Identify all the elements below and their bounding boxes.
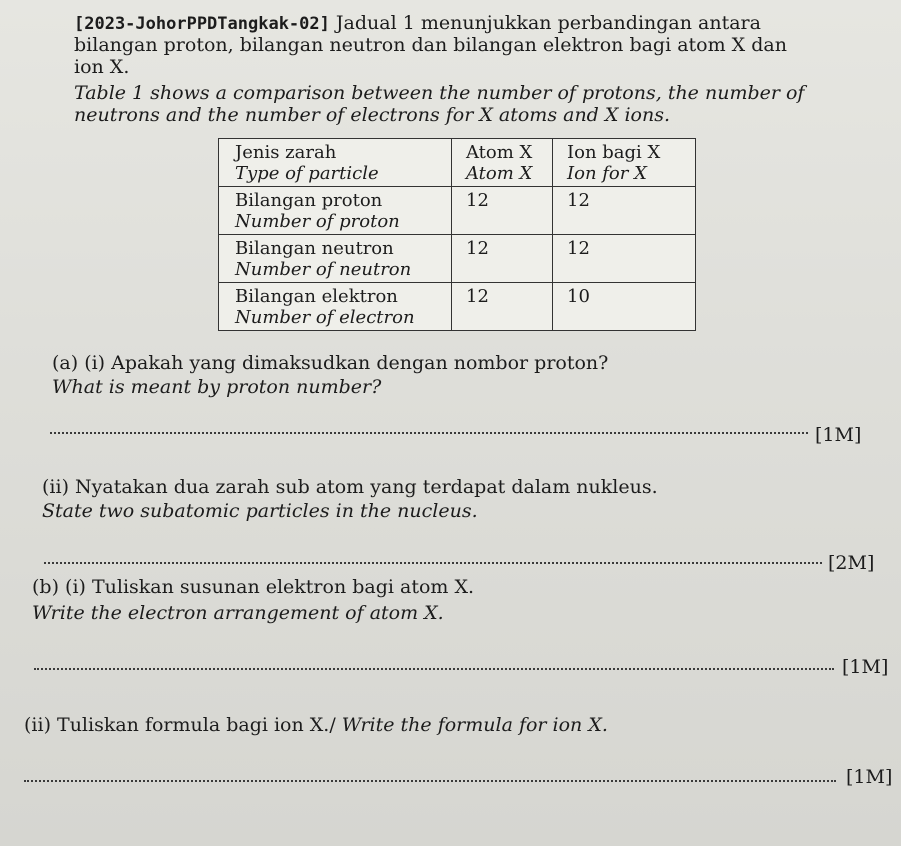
cell-atom-proton: 12 xyxy=(452,187,553,235)
header-cell-atom: Atom X Atom X xyxy=(452,139,553,187)
header-cell-ion: Ion bagi X Ion for X xyxy=(553,139,696,187)
marks-a-ii: [2M] xyxy=(828,552,875,574)
cell-atom-electron: 12 xyxy=(452,283,553,331)
question-a-ii-english: State two subatomic particles in the nucleus. xyxy=(42,500,478,522)
row-label-neutron: Bilangan neutron Number of neutron xyxy=(219,235,452,283)
header-cell-type: Jenis zarah Type of particle xyxy=(219,139,452,187)
table-row xyxy=(219,235,696,283)
answer-line-b-i[interactable] xyxy=(34,668,834,670)
question-b-ii-malay: (ii) Tuliskan formula bagi ion X./ xyxy=(24,714,336,736)
row-label-electron: Bilangan elektron Number of electron xyxy=(219,283,452,331)
question-a-i-english: What is meant by proton number? xyxy=(52,376,382,398)
table-header-row xyxy=(219,139,696,187)
intro-malay-line-1: Jadual 1 menunjukkan perbandingan antara xyxy=(335,12,761,34)
question-tag: [2023-JohorPPDTangkak-02] xyxy=(74,14,330,34)
table-row xyxy=(219,187,696,235)
marks-b-i: [1M] xyxy=(842,656,889,678)
comparison-table xyxy=(218,138,696,331)
intro-malay-line-3: ion X. xyxy=(74,56,130,78)
question-b-ii-english: Write the formula for ion X. xyxy=(341,714,608,736)
intro-malay-line-2: bilangan proton, bilangan neutron dan bilangan elektron bagi atom X dan xyxy=(74,34,787,56)
table-row xyxy=(219,283,696,331)
question-a-i-malay: (a) (i) Apakah yang dimaksudkan dengan nombor proton? xyxy=(52,352,609,374)
answer-line-a-ii[interactable] xyxy=(44,562,822,564)
answer-line-a-i[interactable] xyxy=(50,432,808,434)
answer-line-b-ii[interactable] xyxy=(24,780,836,782)
intro-english-line-1: Table 1 shows a comparison between the number of protons, the number of xyxy=(74,82,805,104)
question-a-ii-malay: (ii) Nyatakan dua zarah sub atom yang terdapat dalam nukleus. xyxy=(42,476,658,498)
row-label-proton: Bilangan proton Number of proton xyxy=(219,187,452,235)
marks-a-i: [1M] xyxy=(815,424,862,446)
cell-ion-electron: 10 xyxy=(553,283,696,331)
marks-b-ii: [1M] xyxy=(846,766,893,788)
question-b-i-malay: (b) (i) Tuliskan susunan elektron bagi atom X. xyxy=(32,576,475,598)
question-b-i-english: Write the electron arrangement of atom X. xyxy=(32,602,444,624)
cell-atom-neutron: 12 xyxy=(452,235,553,283)
cell-ion-neutron: 12 xyxy=(553,235,696,283)
intro-english-line-2: neutrons and the number of electrons for X atoms and X ions. xyxy=(74,104,670,126)
cell-ion-proton: 12 xyxy=(553,187,696,235)
